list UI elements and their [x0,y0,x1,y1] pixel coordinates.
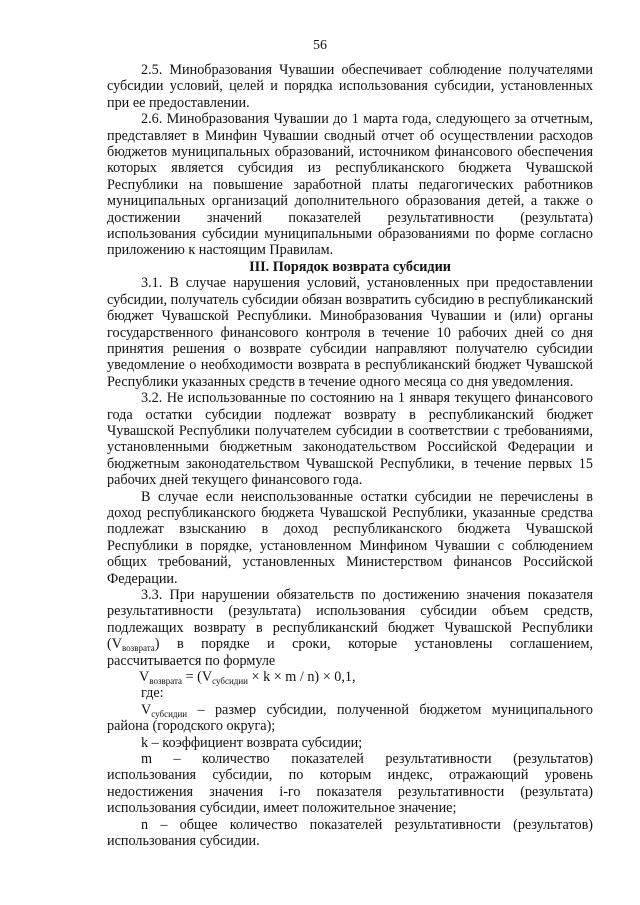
paragraph-3-2-continued: В случае если неиспользованные остатки субсидии не перечислены в доход республиканского бюджета Чувашской Республики, указанные средства подлежат взысканию в доход республиканского бюджета Чувашской Республики в порядке, установленном Минфином Чувашии с соблюдением общих требований, установленных Министерством финансов Российской Федерации. [107,488,593,587]
page-number: 56 [313,38,327,53]
paragraph-3-2: 3.2. Не использованные по состоянию на 1 января текущего финансового года остатки субсидии подлежат возврату в республиканский бюджет Чувашской Республики получателем субсидии в соответствии с требованиями, установленными бюджетным законодательством Российской Федерации и бюджетным законодательством Чувашской Республики, в течение первых 15 рабочих дней текущего финансового года. [107,390,593,489]
formula-eq-open: = (V [182,669,213,686]
paragraph-3-3-text-end: ) в порядке и сроки, которые установлены соглашением, рассчитывается по формуле [107,636,593,669]
paragraph-3-1: 3.1. В случае нарушения условий, установленных при предоставлении субсидии, получатель субсидии обязан возвратить субсидию в республиканский бюджет Чувашской Республики. Минобразования Чувашии и (или) органы государственного финансового контроля в течение 10 рабочих дней со дня принятия решения о возврате субсидии направляют получателю субсидии уведомление о необходимости возврата в республиканский бюджет Чувашской Республики указанных средств в течение одного месяца со дня уведомления. [107,275,593,390]
return-formula [107,669,593,685]
definition-v [107,702,593,735]
definition-m: m – количество показателей результативности (результатов) использования субсидии, по которым индекс, отражающий уровень недостижения значения i-го показателя результативности (результата) использования субсидии, имеет положительное значение; [107,751,593,817]
paragraph-3-3-subscript: возврата [121,643,155,654]
definition-v-text: – размер субсидии, полученной бюджетом муниципального района (городского округа); [107,701,593,735]
paragraph-3-3 [107,587,593,669]
section-title: III. Порядок возврата субсидии [249,258,451,275]
paragraph-2-5: 2.5. Минобразования Чувашии обеспечивает соблюдение получателями субсидии условий, целей и порядка использования субсидии, установленных при ее предоставлении. [107,62,593,111]
definition-k: k – коэффициент возврата субсидии; [141,734,363,751]
definition-v-symbol: V [141,701,152,718]
formula-subsidy-subscript: субсидии [212,676,248,687]
definition-n: n – общее количество показателей результативности (результатов) использования субсидии. [107,816,593,850]
formula-v: V [139,669,150,686]
paragraph-3-3-text-start: 3.3. При нарушении обязательств по достижению значения показателя результативности (результата) использования субсидии объем средств, подлежащих возврату в республиканский бюджет Чувашской Республики (V [107,587,593,653]
definition-v-subscript: субсидии [151,708,188,719]
formula-rest: × k × m / n) × 0,1, [247,669,356,686]
document-body [107,62,593,850]
paragraph-2-6: 2.6. Минобразования Чувашии до 1 марта года, следующего за отчетным, представляет в Минфин Чувашии сводный отчет об осуществлении расходов бюджетов муниципальных образований, источником финансового обеспечения которых является субсидия из республиканского бюджета Чувашской Республики на повышение заработной платы педагогических работников муниципальных организаций дополнительного образования детей, а также о достижении значений показателей результативности (результата) использования субсидии муниципальными образованиями по форме согласно приложению к настоящим Правилам. [107,111,593,259]
where-label: где: [141,685,164,702]
formula-v-subscript: возврата [149,676,183,687]
